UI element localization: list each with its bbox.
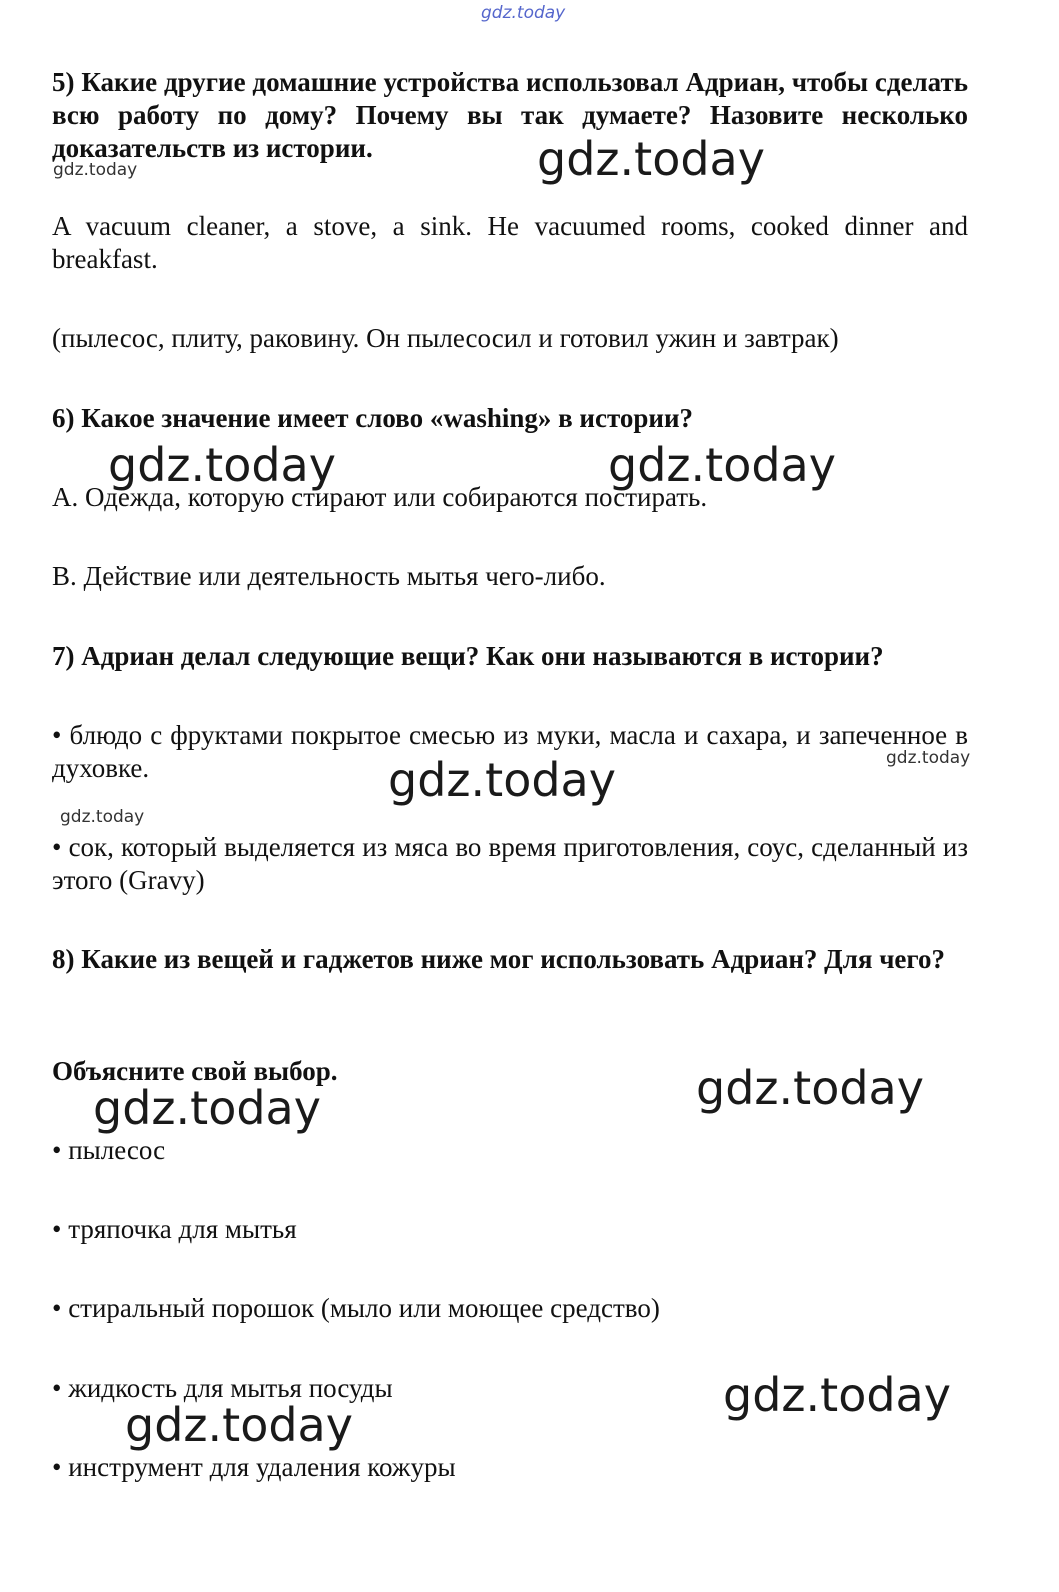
option-a: A. Одежда, которую стирают или собираются постирать.: [52, 482, 708, 512]
option-b: B. Действие или деятельность мытья чего-либо.: [52, 561, 606, 591]
answer-5-russian: (пылесос, плиту, раковину. Он пылесосил и готовил ужин и завтрак): [52, 323, 839, 353]
watermark: gdz.today: [886, 748, 971, 768]
list-item: • тряпочка для мытья: [52, 1214, 297, 1244]
question-8: 8) Какие из вещей и гаджетов ниже мог использовать Адриан? Для чего?: [52, 944, 946, 974]
watermark: gdz.today: [537, 132, 765, 186]
watermark: gdz.today: [125, 1398, 353, 1452]
watermark: gdz.today: [388, 753, 616, 807]
question-6: 6) Какое значение имеет слово «washing» в истории?: [52, 403, 694, 433]
item-crumble: • блюдо с фруктами покрытое смесью из муки, масла и сахара, и запеченное в духовке.: [52, 720, 968, 783]
watermark: gdz.today: [93, 1081, 321, 1135]
watermark: gdz.today: [53, 160, 138, 180]
list-item: • пылесос: [52, 1135, 166, 1165]
question-7: 7) Адриан делал следующие вещи? Как они называются в истории?: [52, 641, 884, 671]
watermark: gdz.today: [608, 438, 836, 492]
question-5: 5) Какие другие домашние устройства использовал Адриан, чтобы сделать всю работу по дому? Почему вы так думаете? Назовите несколько доказательств из истории.: [52, 67, 968, 163]
instruction-8: Объясните свой выбор.: [52, 1056, 338, 1086]
list-item: • инструмент для удаления кожуры: [52, 1452, 456, 1482]
watermark: gdz.today: [108, 438, 336, 492]
answer-5-english: A vacuum cleaner, a stove, a sink. He vacuumed rooms, cooked dinner and breakfast.: [52, 211, 968, 274]
item-gravy: • сок, который выделяется из мяса во время приготовления, соус, сделанный из этого (Gravy): [52, 832, 968, 895]
watermark-top: gdz.today: [481, 3, 566, 23]
watermark: gdz.today: [60, 807, 145, 827]
watermark: gdz.today: [723, 1368, 951, 1422]
list-item: • стиральный порошок (мыло или моющее средство): [52, 1293, 660, 1323]
watermark: gdz.today: [696, 1061, 924, 1115]
list-item: • жидкость для мытья посуды: [52, 1373, 393, 1403]
